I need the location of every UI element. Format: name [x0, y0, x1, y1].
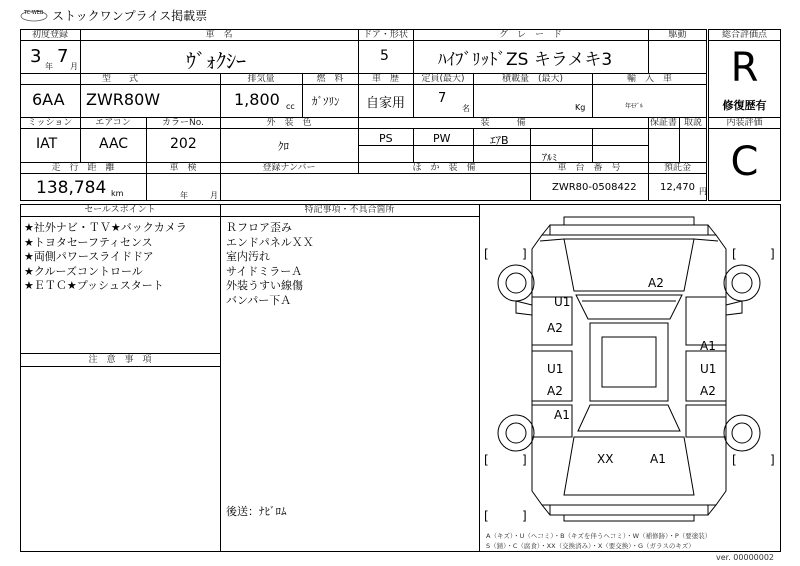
deposit-value: 12,470 [660, 182, 695, 193]
mission-label: ミッション [27, 118, 73, 128]
exterior-label: 外 装 色 [266, 118, 312, 128]
sales-point-item: ★トヨタセーフティセンス [24, 235, 153, 249]
bracket-bottom: [ [484, 509, 489, 523]
bracket-rear-left: [ [484, 453, 489, 467]
bracket-rear-right-close: ] [770, 453, 775, 467]
bracket-front-left: [ [484, 247, 489, 261]
fuel-value: ｶﾞｿﾘﾝ [312, 95, 340, 108]
doors-value: 5 [380, 48, 389, 64]
plate-label: 登録ナンバー [262, 163, 316, 173]
bracket-front-right: [ [732, 247, 737, 261]
manual-label: 取説 [683, 118, 702, 128]
yen-unit: 円 [699, 187, 707, 196]
interior-label: 内装評価 [726, 118, 763, 128]
cc-unit: cc [286, 102, 295, 111]
model-value: ZWR80W [86, 90, 161, 109]
import-label: 輸 入 車 [626, 74, 672, 84]
damage-mark: U1 [554, 295, 571, 309]
note-item: Ｒフロア歪み [226, 221, 292, 234]
history-value: 自家用 [366, 96, 406, 111]
damage-mark: A1 [554, 408, 570, 422]
chassis-label: 車 台 番 号 [557, 163, 621, 173]
inspection-month-unit: 月 [210, 191, 218, 200]
damage-mark: A2 [648, 276, 664, 290]
page-title: ストックワンプライス掲載票 [52, 9, 208, 23]
drive-label: 駆動 [668, 30, 687, 40]
sales-point-item: ★両側パワースライドドア [24, 250, 154, 263]
damage-mark: A1 [700, 339, 716, 353]
inspection-year-unit: 年 [180, 191, 188, 200]
note-item: サイドミラーＡ [226, 264, 303, 278]
damage-mark: A1 [650, 452, 666, 466]
logo-text: TC-WEB [24, 10, 44, 16]
history-label: 車 歴 [371, 74, 399, 84]
repair-history-label: 修復歴有 [722, 99, 767, 112]
note-item: エンドパネルＸＸ [226, 235, 314, 249]
equip-airbag: ｴｱB [490, 134, 509, 147]
equip-ps: PS [379, 132, 393, 145]
equip-pw: PW [433, 132, 451, 145]
tc-web-logo [20, 8, 48, 22]
capacity-label: 定員(最大) [421, 74, 465, 84]
month-unit: 月 [70, 62, 78, 71]
mission-value: IAT [36, 136, 58, 152]
sales-points-label: セールスポイント [84, 205, 156, 215]
sales-point-item: ★ＥＴＣ★プッシュスタート [24, 279, 164, 292]
deposit-label: 預託金 [663, 163, 691, 173]
legend-line-2: S（錆）・C（腐食）・XX（交換済み）・X（要交換）・G（ガラスのキズ） [486, 542, 695, 550]
car-name-label: 車 名 [205, 30, 233, 40]
first-reg-label: 初度登録 [31, 30, 68, 40]
color-no-value: 202 [170, 136, 197, 152]
note-item: バンパー下Ａ [226, 293, 292, 307]
doors-label: ドア・形状 [363, 30, 408, 40]
kg-unit: Kg [575, 103, 586, 112]
year-unit: 年 [45, 62, 53, 71]
exterior-color-value: ｸﾛ [278, 140, 289, 153]
damage-mark: XX [597, 452, 614, 466]
sales-point-item: ★クルーズコントロール [24, 264, 143, 278]
equip-alumi: ｱﾙﾐ [542, 153, 557, 164]
caution-label: 注 意 事 項 [88, 355, 152, 365]
version-label: ver. 00000002 [716, 553, 775, 562]
person-unit: 名 [462, 104, 470, 113]
bracket-rear-right: [ [732, 453, 737, 467]
aircon-label: エアコン [95, 118, 131, 128]
mileage-value: 138,784 [36, 178, 107, 198]
aircon-value: AAC [99, 136, 129, 152]
other-equipment-label: ほ か 装 備 [412, 163, 476, 173]
grade-value: ﾊｲﾌﾞﾘｯﾄﾞZS キラメキ3 [438, 50, 613, 70]
bracket-bottom-close: ] [522, 509, 527, 523]
km-unit: km [111, 189, 124, 198]
chassis-value: ZWR80-0508422 [552, 182, 637, 193]
damage-mark: U1 [547, 362, 564, 376]
warranty-label: 保証書 [649, 118, 677, 128]
equipment-label: 装 備 [480, 118, 526, 128]
bracket-front-right-close: ] [770, 247, 775, 261]
damage-mark: A2 [547, 321, 563, 335]
overall-score-label: 総合評価点 [721, 30, 767, 40]
capacity-value: 7 [438, 91, 447, 106]
fuel-label: 燃 料 [316, 74, 344, 84]
model-type-label: 型 式 [101, 74, 138, 84]
sales-point-item: ★社外ナビ・ＴＶ★バックカメラ [24, 221, 187, 234]
displacement-label: 排気量 [247, 74, 275, 84]
damage-mark: U1 [700, 362, 717, 376]
overall-score-value: R [730, 45, 759, 91]
damage-mark: A2 [547, 384, 563, 398]
bracket-front-left-close: ] [522, 247, 527, 261]
inspection-label: 車 検 [169, 163, 197, 173]
bracket-rear-left-close: ] [522, 453, 527, 467]
displacement-value: 1,800 [234, 90, 280, 109]
grade-label: グ レ ー ド [498, 30, 562, 40]
reg-year-value: 3 [30, 46, 42, 67]
rear-note: 後送：ﾅﾋﾞﾛﾑ [226, 505, 287, 518]
note-item: 外装うすい線傷 [226, 279, 303, 292]
load-label: 積載量 (最大) [501, 74, 564, 84]
model-year-unit: 年ﾓﾃﾞﾙ [625, 103, 644, 110]
car-name-value: ｳﾞｫｸｼｰ [186, 49, 246, 73]
reg-month-value: 7 [57, 46, 69, 67]
interior-score-value: C [730, 139, 759, 185]
damage-mark: A2 [700, 384, 716, 398]
color-no-label: カラーNo. [162, 118, 204, 128]
model-prefix-value: 6AA [32, 90, 65, 109]
notes-label: 特記事項・不具合箇所 [304, 205, 395, 215]
legend-line-1: A（キズ）・U（ヘコミ）・B（キズを伴うヘコミ）・W（補修跡）・P（要塗装） [486, 532, 712, 540]
note-item: 室内汚れ [226, 250, 270, 263]
mileage-label: 走 行 距 離 [51, 163, 115, 173]
